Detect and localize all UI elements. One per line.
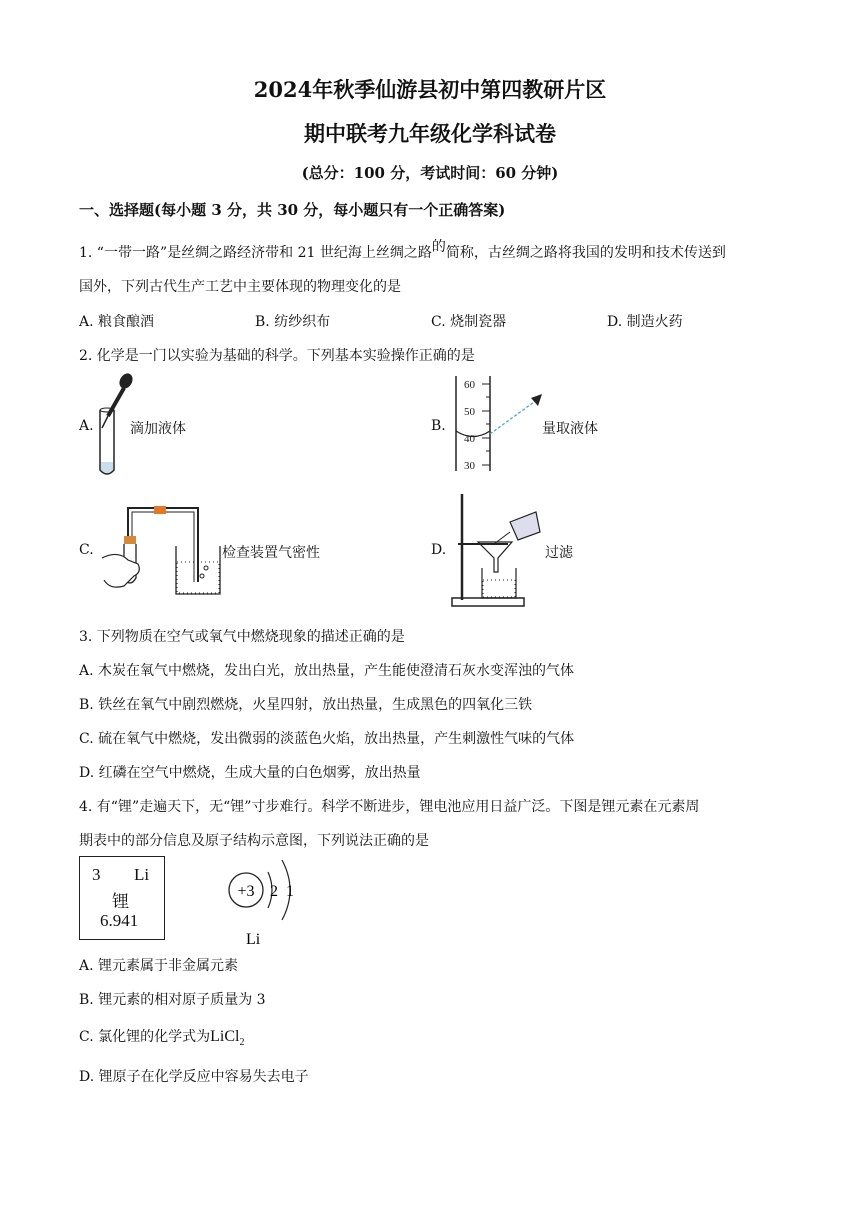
filtration-figure — [448, 492, 548, 610]
q3-stem: 3. 下列物质在空气或氧气中燃烧现象的描述正确的是 — [79, 629, 405, 645]
formula-main: LiCl — [210, 1028, 240, 1045]
tick-60: 60 — [464, 379, 475, 391]
exam-meta: (总分：100 分，考试时间：60 分钟) — [301, 164, 559, 182]
q2-stem: 2. 化学是一门以实验为基础的科学。下列基本实验操作正确的是 — [79, 348, 475, 364]
section-heading: 一、选择题(每小题 3 分，共 30 分，每小题只有一个正确答案) — [79, 201, 506, 219]
exam-title-line1: 2024年秋季仙游县初中第四教研片区 — [253, 77, 607, 102]
licl2-formula — [210, 1028, 245, 1049]
q4-line1: 4. 有“锂”走遍天下，无“锂”寸步难行。科学不断进步，锂电池应用日益广泛。下图是锂元素在元素周 — [79, 799, 700, 815]
hand-icon — [102, 554, 139, 587]
q1-line1 — [79, 239, 726, 262]
atomic-mass: 6.941 — [100, 911, 139, 930]
q1-option-c: C. 烧制瓷器 — [431, 314, 507, 330]
nucleus-charge: +3 — [237, 883, 255, 900]
beaker-pouring-icon — [510, 512, 540, 540]
shell2-electrons: 1 — [286, 883, 294, 900]
q2-b-letter: B. — [431, 418, 446, 434]
formula-subscript: 2 — [239, 1037, 245, 1049]
q3-option-b: B. 铁丝在氧气中剧烈燃烧，火星四射，放出热量，生成黑色的四氧化三铁 — [79, 697, 533, 713]
element-cell — [79, 856, 165, 940]
airtightness-check-figure — [98, 500, 224, 600]
tick-40: 40 — [464, 433, 475, 445]
q4-option-b: B. 锂元素的相对原子质量为 3 — [79, 992, 266, 1008]
q2-b-label: 量取液体 — [542, 421, 598, 437]
eye-icon — [531, 394, 542, 406]
element-name: 锂 — [112, 892, 129, 911]
tick-30: 30 — [464, 460, 475, 472]
q1-line1-text: 1. “一带一路”是丝绸之路经济带和 21 世纪海上丝绸之路 — [79, 245, 432, 261]
funnel-icon — [478, 542, 512, 572]
q1-option-d: D. 制造火药 — [607, 314, 683, 330]
q3-option-c: C. 硫在氧气中燃烧，发出微弱的淡蓝色火焰，放出热量，产生刺激性气味的气体 — [79, 731, 575, 747]
q1-line1-tail: 简称，古丝绸之路将我国的发明和技术传送到 — [445, 245, 726, 261]
q1-line2: 国外，下列古代生产工艺中主要体现的物理变化的是 — [79, 279, 401, 295]
q2-d-label: 过滤 — [545, 545, 573, 561]
atom-structure-diagram — [224, 856, 304, 948]
atom-label: Li — [246, 931, 261, 948]
q1-option-a: A. 粮食酿酒 — [79, 314, 155, 330]
q4-option-c — [79, 1026, 244, 1048]
q2-a-label: 滴加液体 — [130, 421, 186, 437]
q4-option-c-text: C. 氯化锂的化学式为 — [79, 1029, 211, 1045]
shell1-electrons: 2 — [270, 883, 278, 900]
q4-line2: 期表中的部分信息及原子结构示意图，下列说法正确的是 — [79, 833, 429, 849]
q2-d-letter: D. — [431, 542, 447, 558]
q2-a-letter: A. — [79, 418, 94, 434]
element-symbol: Li — [134, 865, 150, 884]
q1-raised-char: 的 — [431, 239, 446, 255]
exam-title-line2: 期中联考九年级化学科试卷 — [304, 121, 556, 146]
q2-c-letter: C. — [79, 542, 94, 558]
graduated-cylinder-figure — [446, 376, 546, 476]
tick-50: 50 — [464, 406, 475, 418]
q4-option-d: D. 锂原子在化学反应中容易失去电子 — [79, 1069, 309, 1085]
q3-option-a: A. 木炭在氧气中燃烧，发出白光，放出热量，产生能使澄清石灰水变浑浊的气体 — [79, 663, 575, 679]
rubber-tube — [154, 506, 166, 514]
q3-option-d: D. 红磷在空气中燃烧，生成大量的白色烟雾，放出热量 — [79, 765, 421, 781]
q1-option-b: B. 纺纱织布 — [255, 314, 331, 330]
q4-option-a: A. 锂元素属于非金属元素 — [79, 958, 239, 974]
q2-c-label: 检查装置气密性 — [222, 545, 320, 561]
atomic-number: 3 — [92, 865, 101, 884]
